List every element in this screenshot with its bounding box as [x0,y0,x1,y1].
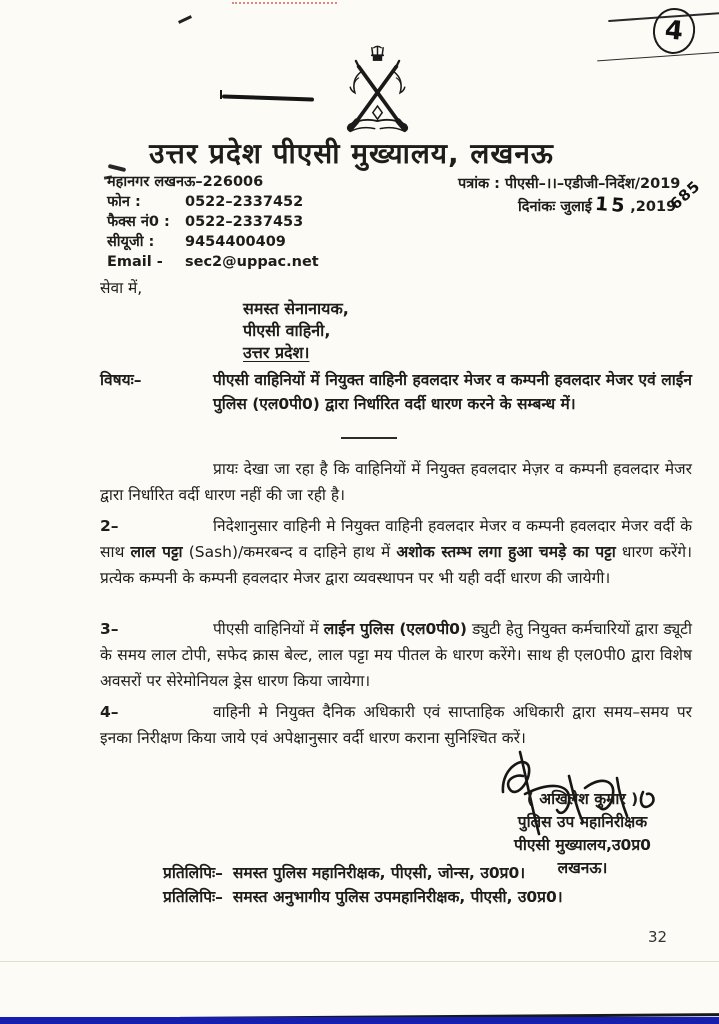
bold-segment: अशोक स्तम्भ लगा हुआ चमड़े का पट्टा [396,543,616,561]
copy-line [163,861,563,885]
phone-label: फोन : [107,194,141,210]
paper-crease [0,961,719,962]
letterhead-title: उत्तर प्रदेश पीएसी मुख्यालय, लखनऊ [149,137,554,170]
signatory-office: पीएसी मुख्यालय,उ0प्र0 [514,836,651,854]
copies-block [163,861,563,909]
paragraph-number: 3– [100,620,119,638]
cug-line [107,232,319,252]
subject-text: पीएसी वाहिनियों में नियुक्त वाहिनी हवलदार मेजर व कम्पनी हवलदार मेजर एवं लाईन पुलिस (एल0पी0) द्वारा निर्धारित वर्दी धारण करने के सम्बन्ध में। [213,371,692,413]
copy-text: समस्त पुलिस महानिरीक्षक, पीएसी, जोन्स, उ0प्र0। [232,864,526,882]
body-paragraph-3 [100,616,692,694]
letter-number-line: पत्रांक : पीएसी–।।–एडीजी–निर्देश/2019 [458,176,681,192]
paragraph-number: 2– [100,517,119,535]
addressee-line: पीएसी वाहिनी, [243,321,331,340]
fax-label: फैक्स नं0 : [107,214,170,230]
paragraph-text: वाहिनी मे नियुक्त दैनिक अधिकारी एवं साप्ताहिक अधिकारी द्वारा समय–समय पर इनका निरीक्षण किया जाये एवं अपेक्षानुसार वर्दी धारण कराना सुनिश्चित करें। [100,703,692,747]
subject-row [100,368,692,416]
ink-mark [222,94,314,101]
red-dotted-mark [232,2,337,4]
letterhead-contact-block [107,172,319,272]
text-segment: धारण करेंगे। प्रत्येक कम्पनी के कम्पनी हवलदार मेजर द्वारा व्यवस्थापन पर भी यही वर्दी धारण की जायेगी। [100,543,692,587]
date-year: ,2019 [630,199,677,215]
addressee-line-underlined: उत्तर प्रदेश। [243,343,310,362]
salutation: सेवा में, [100,279,143,297]
body-paragraph-2 [100,513,692,591]
cug-label: सीयूजी : [107,234,155,250]
phone-number: 0522–2337452 [185,194,304,210]
addressee-block [243,298,349,364]
bold-segment: लाल पट्टा [130,543,183,561]
copy-line [163,885,563,909]
signatory-city: लखनऊ। [557,859,608,877]
bold-segment: लाईन पुलिस (एल0पी0) [323,620,467,638]
address-line: महानगर लखनऊ–226006 [107,174,264,190]
copy-label: प्रतिलिपिः– [163,888,223,906]
paragraph-text: प्रायः देखा जा रहा है कि वाहिनियों में नियुक्त हवलदार मेज़र व कम्पनी हवलदार मेजर द्वारा निर्धारित वर्दी धारण नहीं की जा रही है। [100,460,692,504]
fax-line [107,212,319,232]
phone-line [107,192,319,212]
email-line [107,252,319,272]
email-label: Email - [107,254,163,270]
email-address: sec2@uppac.net [185,254,319,270]
copy-label: प्रतिलिपिः– [163,864,223,882]
circled-number-text: 4 [663,15,685,47]
text-segment: ड्युटी हेतु नियुक्त कर्मचारियों द्वारा ड्यूटी के समय लाल टोपी, सफेद क्रास बेल्ट, लाल पट्टा मय पीतल के धारण करेंगे। साथ ही एल0पी0 द्वारा विशेष अवसरों पर सेरेमोनियल ड्रेस धारण किया जायेगा। [100,620,692,690]
separator-rule [341,437,397,439]
fold-line [597,52,719,62]
pac-crossed-rifles-emblem-icon [330,44,425,138]
text-segment: पीएसी वाहिनियों में [213,620,324,638]
paragraph-text [100,513,692,591]
handwritten-date: 15 [594,192,629,218]
text-segment: (Sash)/कमरबन्द व दाहिने हाथ में [182,543,397,561]
text-segment: निदेशानुसार वाहिनी मे नियुक्त वाहिनी हवलदार मेजर व कम्पनी हवलदार मेजर वर्दी के साथ [100,517,692,561]
addressee-line: समस्त सेनानायक, [243,299,349,318]
signatory-designation: पुलिस उप महानिरीक्षक [517,813,648,831]
ink-mark [178,15,192,24]
copy-text: समस्त अनुभागीय पुलिस उपमहानिरीक्षक, पीएसी, उ0प्र0। [232,888,563,906]
subject-label: विषयः– [100,371,142,389]
cug-number: 9454400409 [185,234,286,250]
fax-number: 0522–2337453 [185,214,304,230]
handwritten-letter-number: 685 [666,176,704,214]
signatory-name: ( अखिलेश कुमार ) [526,790,639,808]
paragraph-text [100,616,692,694]
scan-edge-strip [0,1017,719,1024]
body-paragraph-1 [100,456,692,508]
paragraph-number: 4– [100,703,119,721]
page-number: 32 [648,928,668,946]
date-label: दिनांकः जुलाई [518,199,592,215]
body-paragraph-4 [100,699,692,751]
